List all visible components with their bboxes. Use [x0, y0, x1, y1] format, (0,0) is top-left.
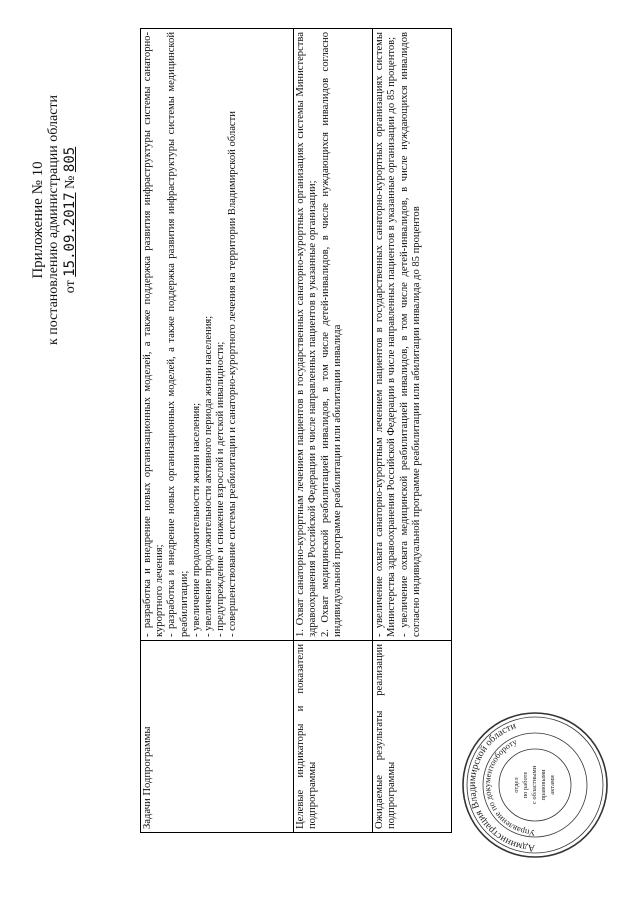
from-prefix: от [63, 280, 78, 294]
stamp-center-line: отдел [513, 777, 520, 793]
list-item: - разработка и внедрение новых организационных моделей, а также поддержка развития инфраструктуры системы санаторно-курортного лечения; [142, 32, 166, 637]
table-row [141, 29, 294, 833]
list-item: 2. Охват медицинской реабилитацией инвалидов, в том числе детей-инвалидов, в числе нуждающихся инвалидов согласно индивидуальной программе реабилитации или абилитации инвалида [319, 32, 343, 637]
row-value [141, 29, 294, 641]
stamp-center-line: актами [549, 775, 556, 795]
resolution-reference: к постановлению администрации области [46, 94, 61, 346]
list-item: - увеличение охвата медицинской реабилитацией инвалидов, в том числе детей-инвалидов, в числе нуждающихся инвалидов согласно индивидуальной программе реабилитации или абилитации инвалида до 85 процентов [398, 32, 422, 637]
stamp-center-line: по работе [522, 771, 529, 799]
list-item: - увеличение продолжительности жизни населения; [190, 402, 202, 637]
list-item: - предупреждение и снижение взрослой и детской инвалидности; [215, 341, 227, 637]
table-row [294, 29, 373, 833]
list-item: - разработка и внедрение новых организационных моделей, а также поддержка развития инфраструктуры системы медицинской реабилитации; [166, 32, 190, 637]
row-label: Ожидаемые результаты реализации подпрограммы [373, 641, 452, 833]
resolution-date: 15.09.2017 [62, 192, 78, 277]
table-row [373, 29, 452, 833]
list-item: - увеличение охвата санаторно-курортным лечением пациентов в государственных санаторно-курортных организациях системы Министерства здравоохранения Российской Федерации в числе направленных пациентов в указанные организации до 85 процентов; [374, 32, 398, 637]
list-item: - совершенствование системы реабилитации и санаторно-курортного лечения на территории Владимирской области [227, 111, 239, 637]
row-label: Задачи Подпрограммы [141, 641, 294, 833]
official-stamp [460, 710, 610, 860]
list-item: - увеличение продолжительности активного периода жизни населения; [203, 315, 215, 637]
appendix-title: Приложение № 10 [30, 161, 46, 279]
stamp-inner-text: Управление по документообороту [481, 736, 536, 839]
number-prefix: № [63, 175, 78, 189]
stamp-center-line: правовыми [540, 769, 547, 801]
stamp-outer-text: Администрация Владимирской области [466, 720, 536, 854]
stamp-center-line: с областными [531, 765, 538, 805]
row-value [294, 29, 373, 641]
resolution-number: 805 [62, 146, 78, 173]
row-label: Целевые индикаторы и показатели подпрограммы [294, 641, 373, 833]
appendix-header [30, 55, 79, 385]
subprogram-table [140, 28, 452, 833]
list-item: 1. Охват санаторно-курортным лечением пациентов в государственных санаторно-курортных организациях системы Министерства здравоохранения Российской Федерации в числе направленных пациентов в указанные организации; [295, 32, 319, 637]
row-value [373, 29, 452, 641]
date-number-line [62, 55, 79, 385]
